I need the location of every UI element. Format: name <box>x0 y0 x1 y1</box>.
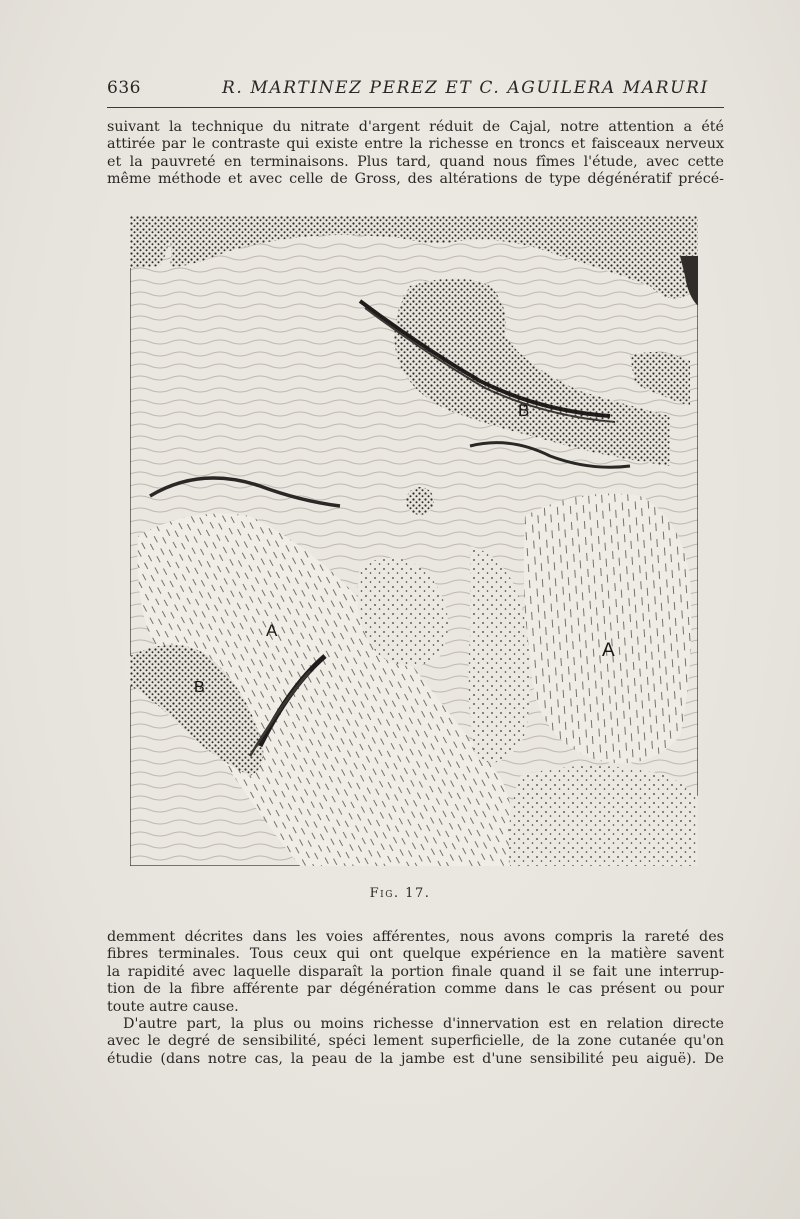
text-line: attirée par le contraste qui existe entre la richesse en troncs et faisceaux nerveux <box>107 136 724 153</box>
text-line: et la pauvreté en terminaisons. Plus tard, quand nous fîmes l'étude, avec cette <box>107 153 724 170</box>
text-line: suivant la technique du nitrate d'argent réduit de Cajal, notre attention a été <box>107 119 724 135</box>
text-line: avec le degré de sensibilité, spéci lement superficielle, de la zone cutanée qu'on <box>107 1033 724 1050</box>
text-line: demment décrites dans les voies afférentes, nous avons compris la rareté des <box>107 929 724 945</box>
label-b-top: B <box>518 401 530 420</box>
text-line: même méthode et avec celle de Gross, des altérations de type dégénératif précé- <box>107 171 724 188</box>
page-number: 636 <box>107 78 141 98</box>
cell-scatter-bottom <box>509 766 698 866</box>
label-b-left: B <box>194 679 205 696</box>
paragraph-top <box>107 119 724 189</box>
text-line: étudie (dans notre cas, la peau de la jambe est d'une sensibilité peu aiguë). De <box>107 1050 724 1067</box>
page-header <box>107 76 724 102</box>
text-line: fibres terminales. Tous ceux qui ont quelque expérience en la matière savent <box>107 946 724 963</box>
label-a-right: A <box>602 640 615 661</box>
histology-figure <box>130 216 698 866</box>
cell-cluster-small <box>406 487 434 515</box>
label-a-left: A <box>266 621 278 640</box>
header-rule <box>107 107 724 108</box>
figure-caption: Fig. 17. <box>369 886 431 901</box>
muscle-bundle-right <box>524 494 692 764</box>
paragraph-bottom <box>107 929 724 1068</box>
histology-illustration <box>130 216 698 866</box>
text-line: la rapidité avec laquelle disparaît la portion finale quand il se fait une interrup- <box>107 963 724 980</box>
running-title: R. MARTINEZ PEREZ ET C. AGUILERA MARURI <box>222 78 709 98</box>
text-line: tion de la fibre afférente par dégénération comme dans le cas présent ou pour <box>107 981 724 998</box>
text-line: D'autre part, la plus ou moins richesse d'innervation est en relation directe <box>123 1016 724 1033</box>
text-line: toute autre cause. <box>107 998 239 1015</box>
